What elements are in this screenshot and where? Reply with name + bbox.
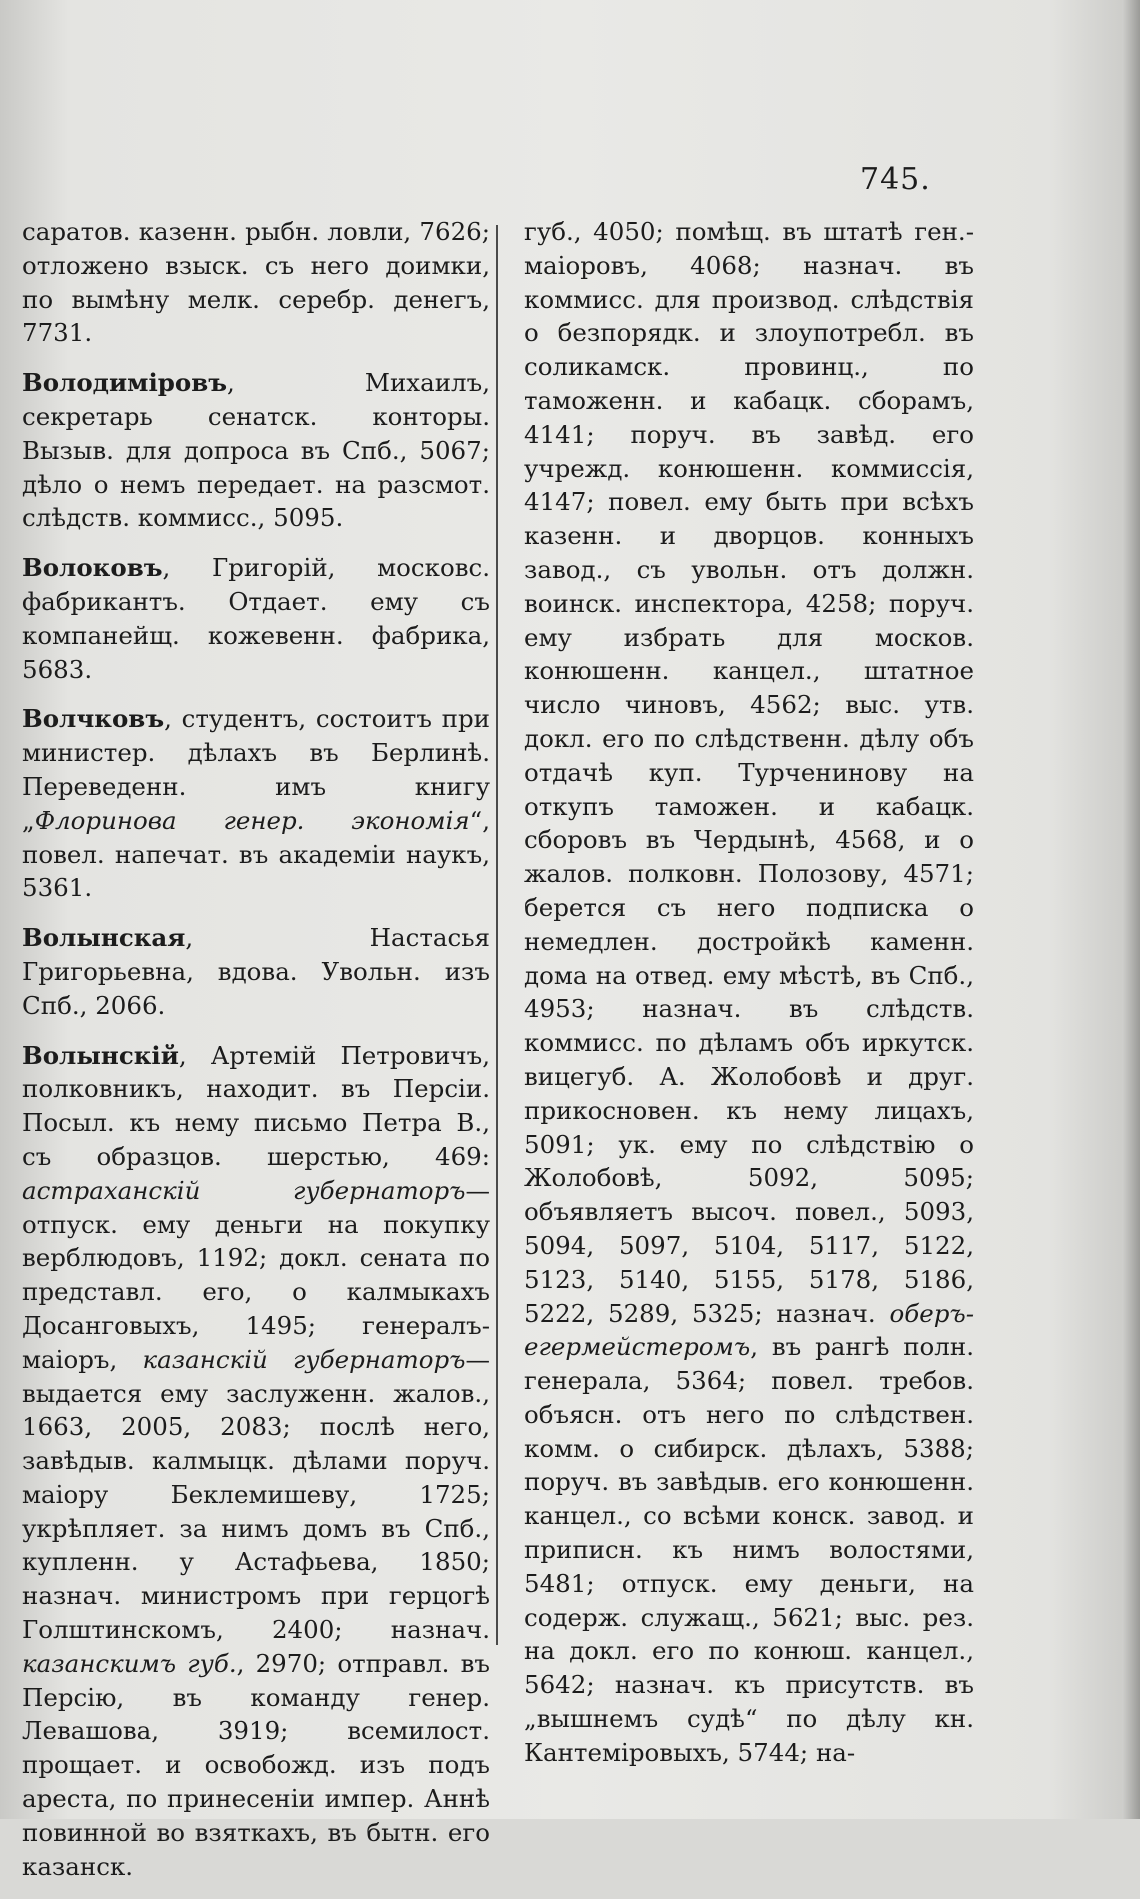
entry-volynsky-continued bbox=[524, 215, 974, 1770]
entry-body: , Артемій Петровичъ, полковникъ, находит. въ Персіи. Посыл. къ нему письмо Петра В., съ образцов. шерстью, 469: bbox=[22, 1040, 490, 1171]
entry-body: , студентъ, состоитъ при министер. дѣлахъ въ Берлинѣ. Переведенн. имъ книгу „ bbox=[22, 704, 490, 835]
entry-volynskaya bbox=[22, 921, 490, 1022]
entry-body: —выдается ему заслуженн. жалов., 1663, 2005, 2083; послѣ него, завѣдыв. калмыцк. дѣлами поруч. маіору Беклемишеву, 1725; укрѣпляет. за нимъ домъ въ Спб., купленн. у Астафьева, 1850; назнач. министромъ при герцогѣ Голштинскомъ, 2400; назнач. bbox=[22, 1344, 490, 1645]
entry-body: , Григорій, московс. фабрикантъ. Отдает. ему съ компанейщ. кожевенн. фабрика, 5683. bbox=[22, 553, 490, 684]
entry-italic-title: казанскимъ губ. bbox=[22, 1648, 237, 1678]
entry-body: , Михаилъ, секретарь сенатск. конторы. Вызыв. для допроса въ Спб., 5067; дѣло о немъ передает. на разсмот. слѣдств. коммисс., 5095. bbox=[22, 368, 490, 533]
entry-headword: Володиміровъ bbox=[22, 368, 228, 398]
entry-headword: Волоковъ bbox=[22, 553, 163, 583]
page-edge-shadow bbox=[1122, 0, 1140, 1819]
entry-body: , въ рангѣ полн. генерала, 5364; повел. требов. объясн. отъ него по слѣдствен. комм. о сибирск. дѣлахъ, 5388; поруч. въ завѣдыв. его конюшенн. канцел., со всѣми конск. завод. и приписн. къ нимъ волостями, 5481; отпуск. ему деньги, на содерж. служащ., 5621; выс. рез. на докл. его по конюш. канцел., 5642; назнач. къ присутств. въ „вышнемъ судѣ“ по дѣлу кн. Кантеміровыхъ, 5744; на- bbox=[524, 1332, 974, 1767]
entry-volodimirov bbox=[22, 366, 490, 535]
left-column bbox=[22, 215, 490, 1899]
entry-volynsky bbox=[22, 1039, 490, 1884]
entry-headword: Волынская bbox=[22, 923, 186, 953]
entry-book-title: Флоринова генер. экономія bbox=[34, 805, 470, 835]
entry-body: , Настасья Григорьевна, вдова. Увольн. изъ Спб., 2066. bbox=[22, 923, 490, 1020]
entry-headword: Волынскій bbox=[22, 1040, 179, 1070]
entry-italic-title: астраханскій губернаторъ bbox=[22, 1175, 466, 1205]
page-number: 745. bbox=[860, 162, 931, 197]
entry-body: , 2970; отправл. въ Персію, въ команду генер. Левашова, 3919; всемилост. прощает. и освобожд. изъ подъ ареста, по принесеніи импер. Аннѣ повинной во взяткахъ, въ бытн. его казанск. bbox=[22, 1648, 490, 1881]
continuation-text bbox=[22, 215, 490, 350]
entry-volokov bbox=[22, 551, 490, 686]
entry-italic-title: казанскій губернаторъ bbox=[142, 1344, 466, 1374]
column-divider bbox=[496, 225, 498, 1645]
entry-headword: Волчковъ bbox=[22, 704, 165, 734]
right-column bbox=[524, 215, 974, 1786]
entry-body: —отпуск. ему деньги на покупку верблюдовъ, 1192; докл. сената по представл. его, о калмыкахъ Досанговыхъ, 1495; генералъ-маіоръ, bbox=[22, 1175, 490, 1374]
continuation-body: саратов. казенн. рыбн. ловли, 7626; отложено взыск. съ него доимки, по вымѣну мелк. серебр. денегъ, 7731. bbox=[22, 217, 490, 348]
entry-italic-title: оберъ-егермейстеромъ bbox=[524, 1298, 974, 1362]
entry-body: губ., 4050; помѣщ. въ штатѣ ген.-маіоровъ, 4068; назнач. въ коммисс. для производ. слѣдствія о безпорядк. и злоупотребл. въ соликамск. провинц., по таможенн. и кабацк. сборамъ, 4141; поруч. въ завѣд. его учрежд. конюшенн. коммиссія, 4147; повел. ему быть при всѣхъ казенн. и дворцов. конныхъ завод., съ увольн. отъ должн. воинск. инспектора, 4258; поруч. ему избрать для москов. конюшенн. канцел., штатное число чиновъ, 4562; выс. утв. докл. его по слѣдственн. дѣлу объ отдачѣ куп. Турченинову на откупъ таможен. и кабацк. сборовъ въ Чердынѣ, 4568, и о жалов. полковн. Полозову, 4571; берется съ него подписка о немедлен. достройкѣ каменн. дома на отвед. ему мѣстѣ, въ Спб., 4953; назнач. въ слѣдств. коммисс. по дѣламъ объ иркутск. вицегуб. А. Жолобовѣ и друг. прикосновен. къ нему лицахъ, 5091; ук. ему по слѣдствію о Жолобовѣ, 5092, 5095; объявляетъ высоч. повел., 5093, 5094, 5097, 5104, 5117, 5122, 5123, 5140, 5155, 5178, 5186, 5222, 5289, 5325; назнач. bbox=[524, 217, 974, 1328]
entry-volchkov bbox=[22, 702, 490, 905]
entry-body: “, повел. напечат. въ академіи наукъ, 5361. bbox=[22, 805, 490, 903]
